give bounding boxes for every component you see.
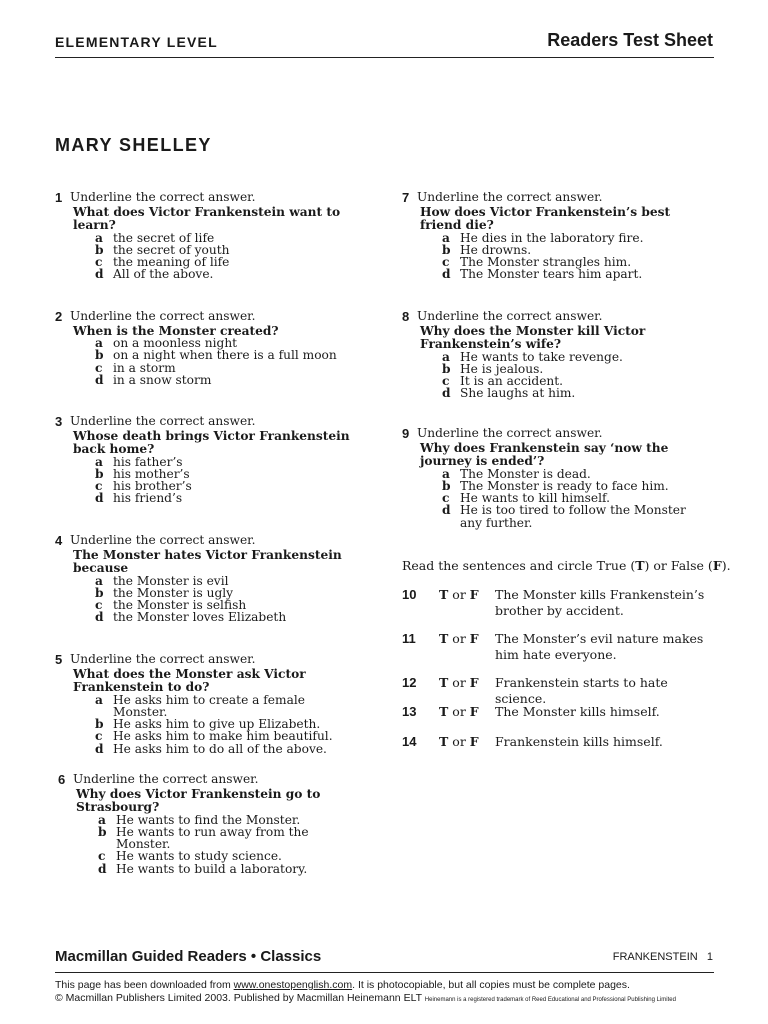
- question-block: [402, 427, 702, 529]
- option-letter: a: [442, 349, 450, 364]
- question-number: 4: [55, 533, 63, 548]
- true-or-false-choice[interactable]: T or F: [439, 675, 479, 690]
- footer-page-number: 1: [706, 951, 713, 963]
- option-letter: b: [95, 242, 104, 257]
- question-number: 9: [402, 426, 410, 441]
- option-text: He asks him to do all of the above.: [113, 741, 327, 756]
- question-block: [55, 415, 355, 505]
- true-false-item: [402, 734, 722, 766]
- option-text: on a night when there is a full moon: [113, 348, 337, 363]
- answer-options: [55, 694, 355, 755]
- option-letter: c: [442, 255, 450, 270]
- footer-bullet: •: [250, 948, 257, 965]
- question-block: [55, 653, 355, 755]
- option-letter: d: [442, 503, 451, 518]
- question-text: Why does Frankenstein say ‘now the journey is ended’?: [420, 440, 669, 469]
- true-or-false-choice[interactable]: T or F: [439, 587, 479, 602]
- true-option[interactable]: T: [439, 734, 449, 749]
- answer-options: [58, 814, 358, 875]
- true-false-item: [402, 631, 722, 663]
- header-title: Readers Test Sheet: [547, 30, 713, 50]
- question-text: What does the Monster ask Victor Frankenstein to do?: [73, 666, 306, 695]
- option-letter: c: [98, 849, 106, 864]
- footer-series: Classics: [260, 948, 322, 965]
- question-number: 2: [55, 309, 63, 324]
- answer-option[interactable]: [95, 694, 355, 718]
- option-text: the secret of life: [113, 230, 215, 245]
- question-number: 6: [58, 772, 66, 787]
- false-option[interactable]: F: [469, 631, 479, 646]
- option-text: He wants to find the Monster.: [116, 812, 301, 827]
- option-text: It is an accident.: [460, 374, 564, 389]
- option-letter: c: [442, 374, 450, 389]
- tf-item-number: 13: [402, 704, 417, 719]
- true-false-item: [402, 675, 722, 707]
- option-text: All of the above.: [113, 267, 214, 282]
- tf-item-number: 10: [402, 587, 417, 602]
- question-instruction: Underline the correct answer.: [73, 772, 259, 786]
- option-text: He dies in the laboratory fire.: [460, 230, 644, 245]
- question-number: 1: [55, 190, 63, 205]
- option-letter: a: [95, 230, 103, 245]
- option-text: the Monster is selfish: [113, 598, 247, 613]
- option-text: on a moonless night: [113, 336, 238, 351]
- option-letter: d: [95, 491, 104, 506]
- option-text: The Monster strangles him.: [460, 255, 632, 270]
- question-instruction: Underline the correct answer.: [70, 414, 256, 428]
- option-text: He asks him to create a female Monster.: [113, 692, 305, 719]
- tf-statement: Frankenstein kills himself.: [495, 734, 663, 749]
- true-false-instruction: Read the sentences and circle True (T) or False (F).: [402, 558, 731, 573]
- false-option[interactable]: F: [469, 587, 479, 602]
- question-number: 3: [55, 414, 63, 429]
- option-letter: b: [95, 585, 104, 600]
- answer-option[interactable]: [95, 743, 355, 755]
- option-letter: d: [95, 610, 104, 625]
- answer-option[interactable]: [442, 504, 702, 528]
- option-text: He drowns.: [460, 242, 532, 257]
- answer-options: [55, 575, 355, 624]
- answer-options: [402, 351, 702, 400]
- question-number: 8: [402, 309, 410, 324]
- answer-options: [55, 456, 355, 505]
- option-letter: c: [95, 255, 103, 270]
- option-letter: d: [95, 741, 104, 756]
- question-header: [55, 310, 355, 324]
- footer-divider: [55, 972, 714, 973]
- option-text: the meaning of life: [113, 255, 230, 270]
- true-option[interactable]: T: [439, 675, 449, 690]
- false-option[interactable]: F: [469, 675, 479, 690]
- answer-option[interactable]: [442, 268, 702, 280]
- question-instruction: Underline the correct answer.: [417, 309, 603, 323]
- question-instruction: Underline the correct answer.: [70, 190, 256, 204]
- header-divider: [55, 57, 714, 58]
- answer-option[interactable]: [95, 268, 355, 280]
- question-block: [402, 310, 702, 400]
- question-header: [55, 653, 355, 667]
- question-block: [402, 191, 702, 281]
- option-letter: d: [442, 267, 451, 282]
- option-text: The Monster tears him apart.: [460, 267, 643, 282]
- footer-download-notice: This page has been downloaded from www.onestopenglish.com. It is photocopiable, but all copies must be complete pages.: [55, 979, 630, 991]
- option-text: He wants to kill himself.: [460, 491, 610, 506]
- footer-brand-name: Macmillan Guided Readers: [55, 948, 247, 965]
- true-or-false-choice[interactable]: T or F: [439, 734, 479, 749]
- question-block: [55, 534, 355, 624]
- answer-options: [55, 232, 355, 281]
- tf-statement: The Monster kills himself.: [495, 704, 660, 719]
- footer-book-title: FRANKENSTEIN: [612, 951, 698, 963]
- question-instruction: Underline the correct answer.: [417, 426, 603, 440]
- question-text: When is the Monster created?: [73, 323, 279, 338]
- tf-statement: The Monster’s evil nature makes him hate everyone.: [495, 631, 704, 662]
- tf-item-number: 11: [402, 631, 416, 646]
- question-instruction: Underline the correct answer.: [70, 309, 256, 323]
- option-letter: a: [95, 454, 103, 469]
- tf-statement: The Monster kills Frankenstein’s brother by accident.: [495, 587, 705, 618]
- option-letter: c: [95, 479, 103, 494]
- tf-statement: Frankenstein starts to hate science.: [495, 675, 668, 706]
- answer-options: [402, 232, 702, 281]
- footer-book-info: [613, 951, 713, 963]
- author-heading: MARY SHELLEY: [55, 135, 212, 155]
- question-text: What does Victor Frankenstein want to learn?: [73, 204, 341, 233]
- option-text: his father’s: [113, 454, 183, 469]
- option-letter: b: [98, 824, 107, 839]
- answer-option[interactable]: [98, 863, 358, 875]
- question-text: The Monster hates Victor Frankenstein because: [73, 547, 342, 576]
- question-instruction: Underline the correct answer.: [70, 533, 256, 547]
- false-option[interactable]: F: [469, 734, 479, 749]
- question-text: Why does the Monster kill Victor Frankenstein’s wife?: [420, 323, 646, 352]
- option-text: He wants to build a laboratory.: [116, 861, 308, 876]
- option-text: The Monster is ready to face him.: [460, 478, 669, 493]
- answer-options: [55, 337, 355, 386]
- option-text: He wants to run away from the Monster.: [116, 824, 309, 852]
- option-text: the Monster loves Elizabeth: [113, 610, 287, 625]
- option-text: The Monster is dead.: [460, 466, 591, 481]
- option-text: in a snow storm: [113, 372, 212, 387]
- option-letter: b: [95, 466, 104, 481]
- option-text: the Monster is ugly: [113, 585, 234, 600]
- option-text: the secret of youth: [113, 242, 230, 257]
- answer-option[interactable]: [95, 611, 355, 623]
- question-number: 7: [402, 190, 410, 205]
- option-letter: b: [442, 361, 451, 376]
- option-letter: c: [95, 598, 103, 613]
- option-letter: d: [442, 386, 451, 401]
- true-option[interactable]: T: [439, 587, 449, 602]
- option-text: He asks him to make him beautiful.: [113, 729, 333, 744]
- option-letter: d: [98, 861, 107, 876]
- option-letter: b: [95, 348, 104, 363]
- question-header: [402, 191, 702, 205]
- answer-option[interactable]: [98, 826, 358, 850]
- question-header: [55, 415, 355, 429]
- option-letter: b: [95, 717, 104, 732]
- option-letter: a: [95, 573, 103, 588]
- question-instruction: Underline the correct answer.: [417, 190, 603, 204]
- question-instruction: Underline the correct answer.: [70, 652, 256, 666]
- option-letter: b: [442, 242, 451, 257]
- true-option[interactable]: T: [439, 704, 449, 719]
- footer-trademark: Heinemann is a registered trademark of Reed Educational and Professional Publishing Limited: [424, 997, 676, 1003]
- option-text: in a storm: [113, 360, 176, 375]
- option-text: his mother’s: [113, 466, 190, 481]
- true-false-item: [402, 704, 722, 736]
- answer-option[interactable]: [95, 492, 355, 504]
- tf-item-number: 12: [402, 675, 417, 690]
- option-letter: a: [95, 336, 103, 351]
- answer-option[interactable]: [95, 374, 355, 386]
- tf-item-number: 14: [402, 734, 417, 749]
- option-text: He asks him to give up Elizabeth.: [113, 717, 321, 732]
- question-block: [55, 310, 355, 386]
- option-letter: c: [442, 491, 450, 506]
- option-letter: c: [95, 360, 103, 375]
- option-letter: a: [442, 230, 450, 245]
- option-text: the Monster is evil: [113, 573, 229, 588]
- question-block: [55, 191, 355, 281]
- option-text: He wants to study science.: [116, 849, 282, 864]
- question-header: [402, 310, 702, 324]
- option-letter: b: [442, 478, 451, 493]
- question-header: [55, 191, 355, 205]
- question-header: [402, 427, 702, 441]
- option-letter: a: [98, 812, 106, 827]
- question-number: 5: [55, 652, 63, 667]
- option-text: He is jealous.: [460, 361, 544, 376]
- footer-brand: [55, 948, 321, 965]
- option-text: his friend’s: [113, 491, 183, 506]
- true-option[interactable]: T: [439, 631, 449, 646]
- option-letter: d: [95, 267, 104, 282]
- question-header: [55, 534, 355, 548]
- option-letter: c: [95, 729, 103, 744]
- footer-copyright: © Macmillan Publishers Limited 2003. Published by Macmillan Heinemann ELT Heinemann is a registered trademark of Reed Educational and Professional Publishing Limited: [55, 992, 676, 1004]
- option-text: She laughs at him.: [460, 386, 576, 401]
- answer-options: [402, 468, 702, 529]
- true-or-false-choice[interactable]: T or F: [439, 704, 479, 719]
- false-option[interactable]: F: [469, 704, 479, 719]
- question-block: [58, 773, 358, 875]
- option-text: He wants to take revenge.: [460, 349, 623, 364]
- option-letter: a: [442, 466, 450, 481]
- question-text: How does Victor Frankenstein’s best friend die?: [420, 204, 671, 233]
- option-text: his brother’s: [113, 479, 192, 494]
- true-or-false-choice[interactable]: T or F: [439, 631, 479, 646]
- question-text: Why does Victor Frankenstein go to Strasbourg?: [76, 786, 321, 815]
- header-level: ELEMENTARY LEVEL: [55, 34, 218, 50]
- question-text: Whose death brings Victor Frankenstein back home?: [73, 428, 350, 457]
- option-text: He is too tired to follow the Monster any further.: [460, 503, 686, 530]
- question-header: [58, 773, 358, 787]
- true-false-item: [402, 587, 722, 619]
- option-letter: d: [95, 372, 104, 387]
- option-letter: a: [95, 692, 103, 707]
- onestopenglish-link[interactable]: www.onestopenglish.com: [233, 979, 353, 991]
- answer-option[interactable]: [442, 387, 702, 399]
